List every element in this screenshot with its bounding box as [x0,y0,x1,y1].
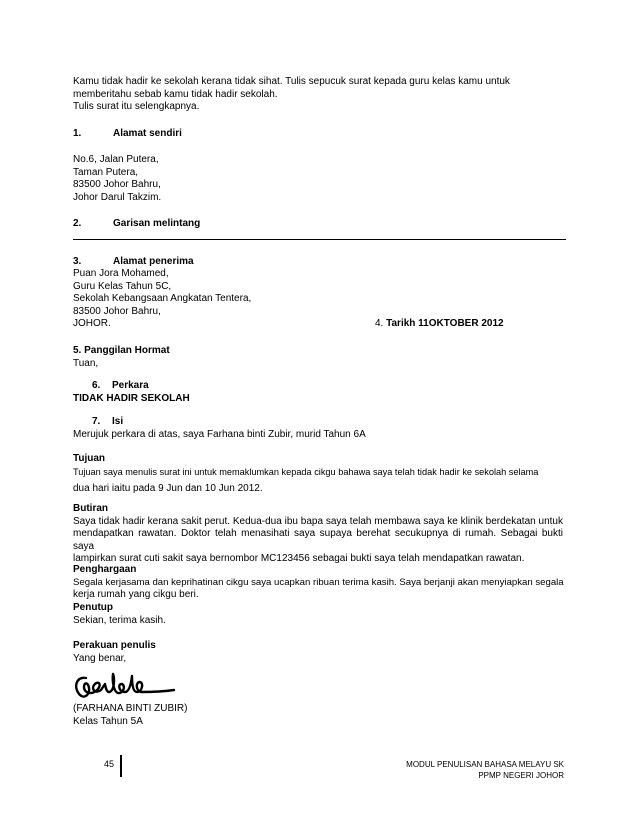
address-line: Johor Darul Takzim. [73,191,162,203]
footer-divider [120,755,122,777]
horizontal-rule [73,239,566,240]
section-number: 2. [73,218,82,229]
section-title: Isi [112,416,124,427]
address-line: Sekolah Kebangsaan Angkatan Tentera, [73,293,252,305]
section-3-heading [73,256,573,269]
address-line: JOHOR. [73,318,111,330]
paragraph-line: Segala kerjasama dan keprihatinan cikgu saya ucapkan ribuan terima kasih. Saya berjanji akan menyiapkan segala [73,576,564,588]
section-title: Penghargaan [73,564,137,575]
content-intro: Merujuk perkara di atas, saya Farhana binti Zubir, murid Tahun 6A [73,428,366,440]
section-7 [73,416,573,441]
signatory-class: Kelas Tahun 5A [73,715,143,727]
section-number: 7. [92,416,101,427]
letter-date [375,318,504,329]
signatory-name: (FARHANA BINTI ZUBIR) [73,703,188,714]
handwritten-signature [72,668,176,704]
tujuan-section [73,453,573,496]
section-6 [73,380,573,405]
address-line: Puan Jora Mohamed, [73,268,169,279]
section-number: 3. [73,256,82,267]
date-value: Tarikh 11OKTOBER 2012 [386,318,504,329]
paragraph-line: dua hari iaitu pada 9 Jun dan 10 Jun 2012. [73,483,263,495]
paragraph-line: Tujuan saya menulis surat ini untuk memaklumkan kepada cikgu bahawa saya telah tidak hadir ke sekolah selama [73,466,539,477]
address-line: 83500 Johor Bahru, [73,179,161,191]
closing-text: Yang benar, [73,652,127,664]
section-title: Tujuan [73,453,106,464]
section-title: Alamat penerima [113,256,194,267]
section-title: 5. Panggilan Hormat [73,345,170,356]
footer-title-line: PPMP NEGERI JOHOR [478,771,564,780]
instructions [73,76,573,114]
address-line: Guru Kelas Tahun 5C, [73,280,172,292]
footer-title [380,759,564,781]
section-title: Garisan melintang [113,218,201,229]
page-number: 45 [104,759,115,769]
closing-text: Sekian, terima kasih. [73,614,166,626]
section-title: Perakuan penulis [73,640,156,651]
subject-line: TIDAK HADIR SEKOLAH [73,392,190,404]
penghargaan-section [73,564,573,602]
footer-title-line: MODUL PENULISAN BAHASA MELAYU SK [406,760,564,769]
section-title: Perkara [112,380,149,391]
salutation: Tuan, [73,357,99,369]
section-1-heading [73,128,573,141]
signature-block [73,703,573,728]
perakuan-section [73,640,573,665]
section-number: 6. [92,380,101,391]
section-title: Alamat sendiri [113,128,182,139]
paragraph-line: kerja rumah yang cikgu beri. [73,589,199,601]
section-title: Penutup [73,602,113,613]
address-line: No.6, Jalan Putera, [73,154,159,165]
penutup-section [73,602,573,627]
paragraph-line: mendapatkan rawatan. Doktor telah menasihati saya supaya berehat secukupnya di rumah. Sebagai bukti saya [73,528,563,552]
section-5 [73,345,573,370]
paragraph-line: lampirkan surat cuti sakit saya bernombor MC123456 sebagai bukti saya telah mendapatkan rawatan. [73,553,525,565]
sender-address [73,154,573,204]
address-line: Taman Putera, [73,166,139,178]
date-prefix: 4. [375,318,387,329]
section-title: Butiran [73,503,108,514]
instruction-line: Tulis surat itu selengkapnya. [73,101,200,113]
instruction-line: Kamu tidak hadir ke sekolah kerana tidak sihat. Tulis sepucuk surat kepada guru kelas kamu untuk [73,76,510,87]
address-line: 83500 Johor Bahru, [73,305,161,317]
instruction-line: memberitahu sebab kamu tidak hadir sekolah. [73,88,278,100]
section-number: 1. [73,128,82,139]
butiran-section [73,503,573,566]
paragraph-line: Saya tidak hadir kerana sakit perut. Kedua-dua ibu bapa saya telah membawa saya ke klinik berdekatan untuk [73,515,563,527]
section-2-heading [73,218,573,231]
